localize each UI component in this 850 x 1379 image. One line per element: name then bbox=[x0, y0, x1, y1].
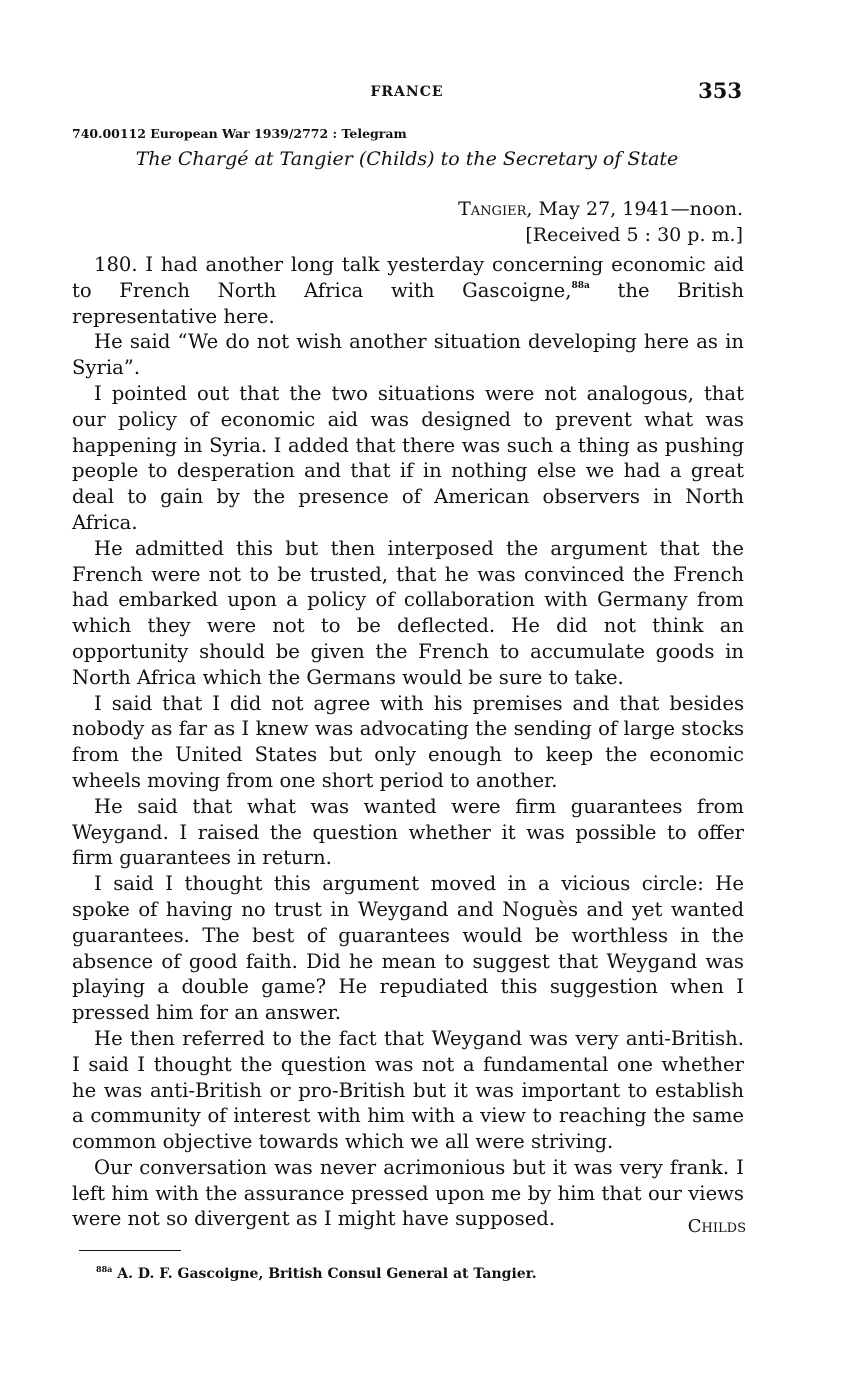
paragraph-1-text-a: 180. I had another long talk yesterday concerning economic aid to French North Africa with Gascoigne, bbox=[72, 253, 744, 302]
running-head: FRANCE bbox=[370, 84, 444, 100]
dateline bbox=[458, 196, 743, 248]
paragraph-1-text-b: the British representative here. bbox=[72, 278, 744, 328]
page-number: 353 bbox=[698, 78, 742, 103]
paragraph-6: He said that what was wanted were firm guarantees from Weygand. I raised the question whether it was possible to offer firm guarantees in return. bbox=[72, 794, 744, 870]
footnote bbox=[96, 1266, 537, 1282]
page-header bbox=[72, 78, 742, 108]
date-line bbox=[458, 196, 743, 222]
signature: Childs bbox=[687, 1216, 746, 1237]
paragraph-1 bbox=[72, 252, 744, 329]
place-name: Tangier bbox=[458, 198, 527, 220]
file-reference: 740.00112 European War 1939/2772 : Telegram bbox=[72, 126, 407, 141]
footnote-text: A. D. F. Gascoigne, British Consul General at Tangier. bbox=[112, 1266, 537, 1282]
telegram-body bbox=[72, 252, 744, 1232]
footnote-divider bbox=[79, 1250, 181, 1251]
footnote-reference: 88a bbox=[571, 280, 590, 291]
footnote-marker: 88a bbox=[96, 1264, 113, 1274]
paragraph-4: He admitted this but then interposed the argument that the French were not to be trusted, that he was convinced the French had embarked upon a policy of collaboration with Germany from which they were not to be deflected. He did not think an opportunity should be given the French to accumulate goods in North Africa which the Germans would be sure to take. bbox=[72, 536, 744, 689]
paragraph-3: I pointed out that the two situations were not analogous, that our policy of economic aid was designed to prevent what was happening in Syria. I added that there was such a thing as pushing people to desperation and that if in nothing else we had a great deal to gain by the presence of American observers in North Africa. bbox=[72, 381, 744, 534]
paragraph-7: I said I thought this argument moved in a vicious circle: He spoke of having no trust in Weygand and Noguès and yet wanted guarantees. The best of guarantees would be worthless in the absence of good faith. Did he mean to suggest that Weygand was playing a double game? He repudiated this suggestion when I pressed him for an answer. bbox=[72, 872, 744, 1025]
paragraph-2: He said “We do not wish another situation developing here as in Syria”. bbox=[72, 330, 744, 380]
paragraph-9: Our conversation was never acrimonious but it was very frank. I left him with the assurance pressed upon me by him that our views were not so divergent as I might have supposed. bbox=[72, 1155, 744, 1231]
date-text: , May 27, 1941—noon. bbox=[526, 198, 743, 220]
paragraph-5: I said that I did not agree with his premises and that besides nobody as far as I knew was advocating the sending of large stocks from the United States but only enough to keep the economic wheels moving from one short period to another. bbox=[72, 691, 744, 792]
paragraph-8: He then referred to the fact that Weygand was very anti-British. I said I thought the question was not a fundamental one whether he was anti-British or pro-British but it was important to establish a community of interest with him with a view to reaching the same common objective towards which we all were striving. bbox=[72, 1026, 744, 1154]
received-line: [Received 5 : 30 p. m.] bbox=[525, 224, 743, 246]
document-title: The Chargé at Tangier (Childs) to the Secretary of State bbox=[135, 148, 679, 170]
